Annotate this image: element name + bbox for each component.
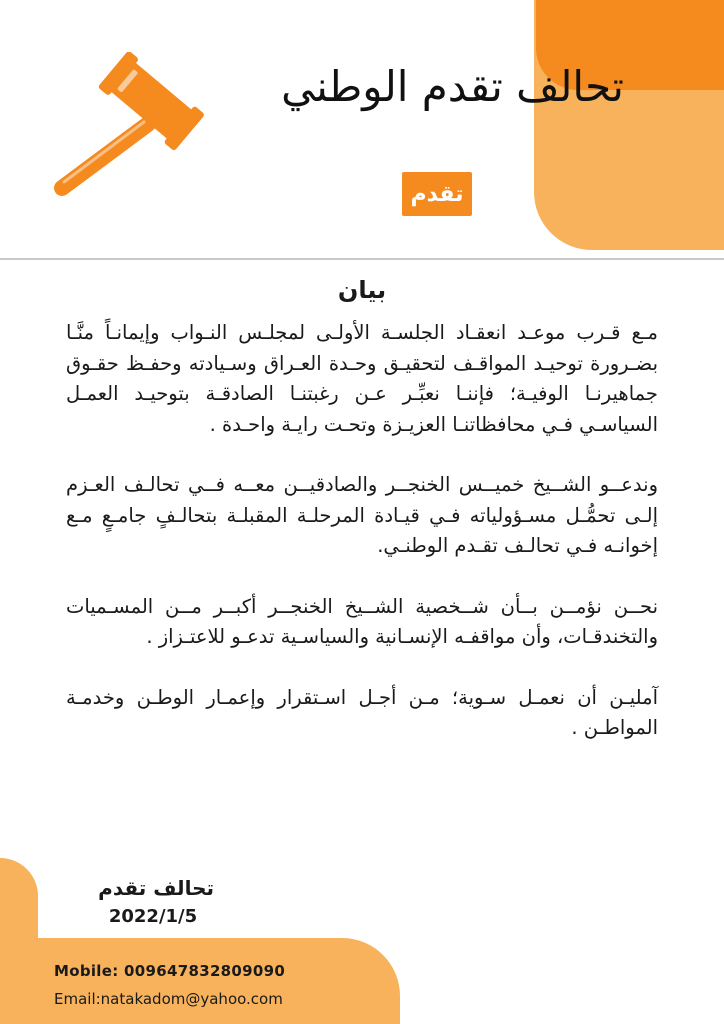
statement-paragraph: آمليـن أن نعمـل سـوية؛ مـن أجـل اسـتقرار وإعمـار الوطـن وخدمـة المواطـن . — [66, 685, 658, 739]
signature-organization: تحالف تقدم — [98, 876, 214, 900]
header-divider — [0, 258, 724, 260]
statement-paragraph: مـع قـرب موعـد انعقـاد الجلسـة الأولـى لمجلـس النـواب وإيمانـاً منَّـا بضـرورة توحيـد المواقـف لتحقيـق وحـدة العـراق وسـيادته وحفـظ حقـوق جماهيرنـا الوفيـة؛ فإننـا نعبِّـر عـن رغبتنـا الصادقـة بتوحيـد العمـل السياسـي فـي محافظاتنـا العزيـزة وتحـت رايـة واحـدة . — [66, 321, 658, 436]
statement-body — [66, 318, 658, 774]
contact-mobile: Mobile: 009647832809090 — [54, 962, 286, 980]
statement-paragraph: نحــن نؤمــن بــأن شــخصية الشــيخ الخنجــر أكبــر مــن المسـميات والتخندقـات، وأن مواقفـه الإنسـانية والسياسـية تدعـو للاعتـزاز . — [66, 594, 658, 648]
statement-paragraph: وندعــو الشــيخ خميــس الخنجــر والصادقيــن معــه فــي تحالـف العـزم إلـى تحمُّـل مسـؤولياته فـي قيـادة المرحلـة المقبلـة بتحالـفٍ جامـعٍ مـع إخوانـه فـي تحالـف تقـدم الوطنـي. — [66, 473, 658, 557]
statement-heading: بيان — [337, 276, 387, 304]
brand-logo: تقدم — [402, 172, 472, 216]
page-title: تحالف تقدم الوطني — [281, 62, 624, 111]
gavel-icon — [52, 52, 212, 202]
contact-email[interactable]: Email:natakadom@yahoo.com — [54, 990, 283, 1008]
signature-date: 2022/1/5 — [108, 906, 198, 927]
bottom-left-footer-shape — [0, 938, 400, 1024]
